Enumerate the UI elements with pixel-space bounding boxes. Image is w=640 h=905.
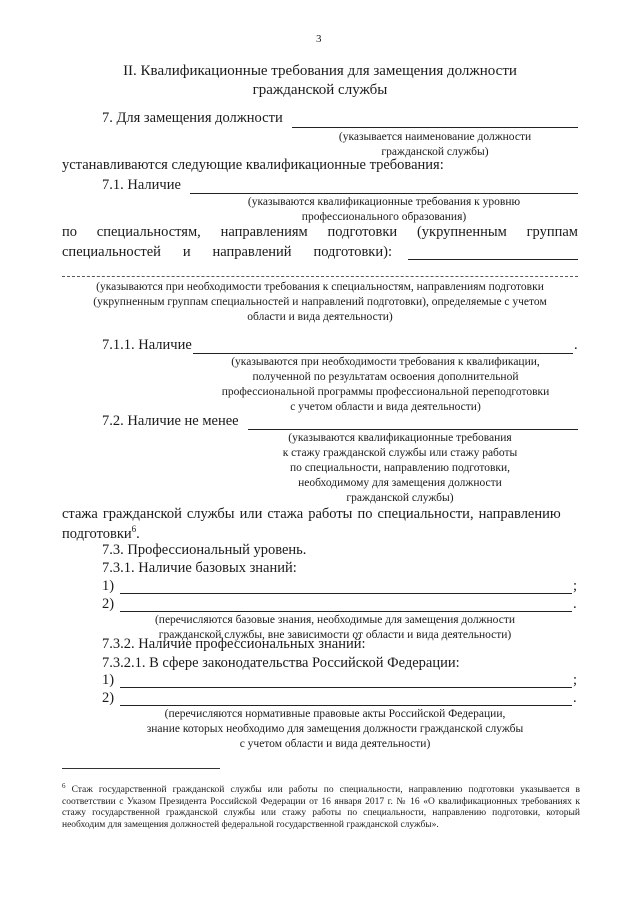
item7-2-note4: необходимому для замещения должности [298, 477, 502, 489]
law-end-1: ; [573, 672, 578, 688]
footnote-mark: 6 [62, 782, 66, 790]
item7-2-note5: гражданской службы) [346, 492, 454, 504]
word: специальностей [62, 244, 161, 260]
item7-1-line1 [62, 224, 578, 241]
base-knowledge-end-1: ; [573, 578, 578, 594]
item7-1-note [190, 195, 578, 225]
word: (укрупненным [416, 224, 507, 240]
item7-1-1-note4: с учетом области и вида деятельности) [290, 401, 481, 413]
law-num-1: 1) [102, 672, 115, 688]
law-num-2: 2) [102, 690, 115, 706]
item7-1-line2 [62, 244, 392, 261]
section-title-line1: II. Квалификационные требования для замещения должности [123, 63, 517, 79]
item7-3-2-label: 7.3.2. Наличие профессиональных знаний: [102, 636, 366, 652]
item7-3-2-1-label: 7.3.2.1. В сфере законодательства Российской Федерации: [102, 655, 460, 671]
item7-1-note1: (указываются квалификационные требования к уровню [247, 196, 521, 208]
section-title [60, 62, 580, 100]
position-name-field[interactable] [292, 127, 578, 128]
law-field-1[interactable] [120, 687, 572, 688]
item7-2-note3: по специальности, направлению подготовки, [290, 462, 510, 474]
item7-1-1-end: . [574, 337, 578, 353]
specialty-field-1[interactable] [408, 259, 578, 260]
page-number: 3 [316, 33, 322, 45]
item7-note2: гражданской службы) [381, 146, 489, 158]
base-knowledge-num-2: 2) [102, 596, 115, 612]
item7-1-1-note [193, 355, 578, 415]
item7-3-2-note1: (перечисляются нормативные правовые акты Российской Федерации, [164, 708, 506, 720]
footnote-separator [62, 768, 220, 769]
item7-3-label: 7.3. Профессиональный уровень. [102, 542, 307, 558]
item7-note [292, 130, 578, 160]
item7-3-2-note2: знание которых необходимо для замещения должности гражданской службы [146, 723, 524, 735]
base-knowledge-end-2: . [573, 596, 577, 612]
item7-note1: (указывается наименование должности [338, 131, 532, 143]
footnote [62, 781, 580, 831]
item7-1-note2: профессионального образования) [301, 211, 467, 223]
base-knowledge-field-1[interactable] [120, 593, 572, 594]
item7-2-text2 [62, 524, 140, 543]
section-title-line2: гражданской службы [252, 82, 388, 98]
item7-1-1-note1: (указываются при необходимости требования к квалификации, [231, 356, 540, 368]
item7-2-note1: (указываются квалификационные требования [288, 432, 512, 444]
footnote-text: Стаж государственной гражданской службы или работы по специальности, направлению подготовки указывается в соответствии с Указом Президента Российской Федерации от 16 января 2017 г. № 16 «О квалификационных требованиях к стажу государственной гражданской службы или стажу работы по специальности, направлению подготовки, который необходим для замещения должностей федеральной государственной гражданской службы». [62, 785, 580, 830]
specialty-field-2[interactable] [62, 276, 578, 277]
item7-1-note4: (укрупненным группам специальностей и направлений подготовки), определяемые с учетом [93, 296, 547, 308]
item7-2-text1: стажа гражданской службы или стажа работы по специальности, направлению [62, 506, 561, 522]
item7-1-1-label: 7.1.1. Наличие [102, 337, 192, 353]
qualification-field[interactable] [193, 353, 573, 354]
item7-3-2-note3: с учетом области и вида деятельности) [239, 738, 431, 750]
item7-1-note3: (указываются при необходимости требования к специальностям, направлениям подготовки [96, 281, 544, 293]
item7-1-label: 7.1. Наличие [102, 177, 181, 193]
base-knowledge-field-2[interactable] [120, 611, 572, 612]
word: подготовки [327, 224, 398, 240]
item7-2-text2-end: . [136, 525, 140, 542]
item7-2-note [220, 431, 580, 506]
base-knowledge-num-1: 1) [102, 578, 115, 594]
law-end-2: . [573, 690, 577, 706]
item7-2-note2: к стажу гражданской службы или стажу работы [282, 447, 518, 459]
word: и [182, 244, 191, 260]
item7-3-1-label: 7.3.1. Наличие базовых знаний: [102, 560, 297, 576]
word: направлениям [220, 224, 308, 240]
law-field-2[interactable] [120, 705, 572, 706]
footnote-ref[interactable]: 6 [131, 524, 137, 534]
word: специальностям, [96, 224, 201, 240]
education-level-field[interactable] [190, 193, 578, 194]
item7-2-label: 7.2. Наличие не менее [102, 413, 239, 429]
experience-field[interactable] [248, 429, 578, 430]
item7-2-text2-word: подготовки [62, 525, 132, 542]
item7-3-1-note2: гражданской службы, вне зависимости от области и вида деятельности) [158, 629, 512, 641]
item7-1-note-b [62, 280, 578, 325]
item7-3-2-note [90, 707, 580, 752]
word: подготовки): [313, 244, 392, 260]
item7-1-1-note2: полученной по результатам освоения дополнительной [252, 371, 519, 383]
item7-1-1-note3: профессиональной программы профессиональной переподготовки [221, 386, 550, 398]
item7-label: 7. Для замещения должности [102, 110, 283, 126]
item7-3-1-note1: (перечисляются базовые знания, необходимые для замещения должности [154, 614, 516, 626]
word: группам [526, 224, 578, 240]
item7-text: устанавливаются следующие квалификационные требования: [62, 157, 444, 173]
word: направлений [212, 244, 292, 260]
item7-1-note5: области и вида деятельности) [247, 311, 393, 323]
word: по [62, 224, 78, 240]
